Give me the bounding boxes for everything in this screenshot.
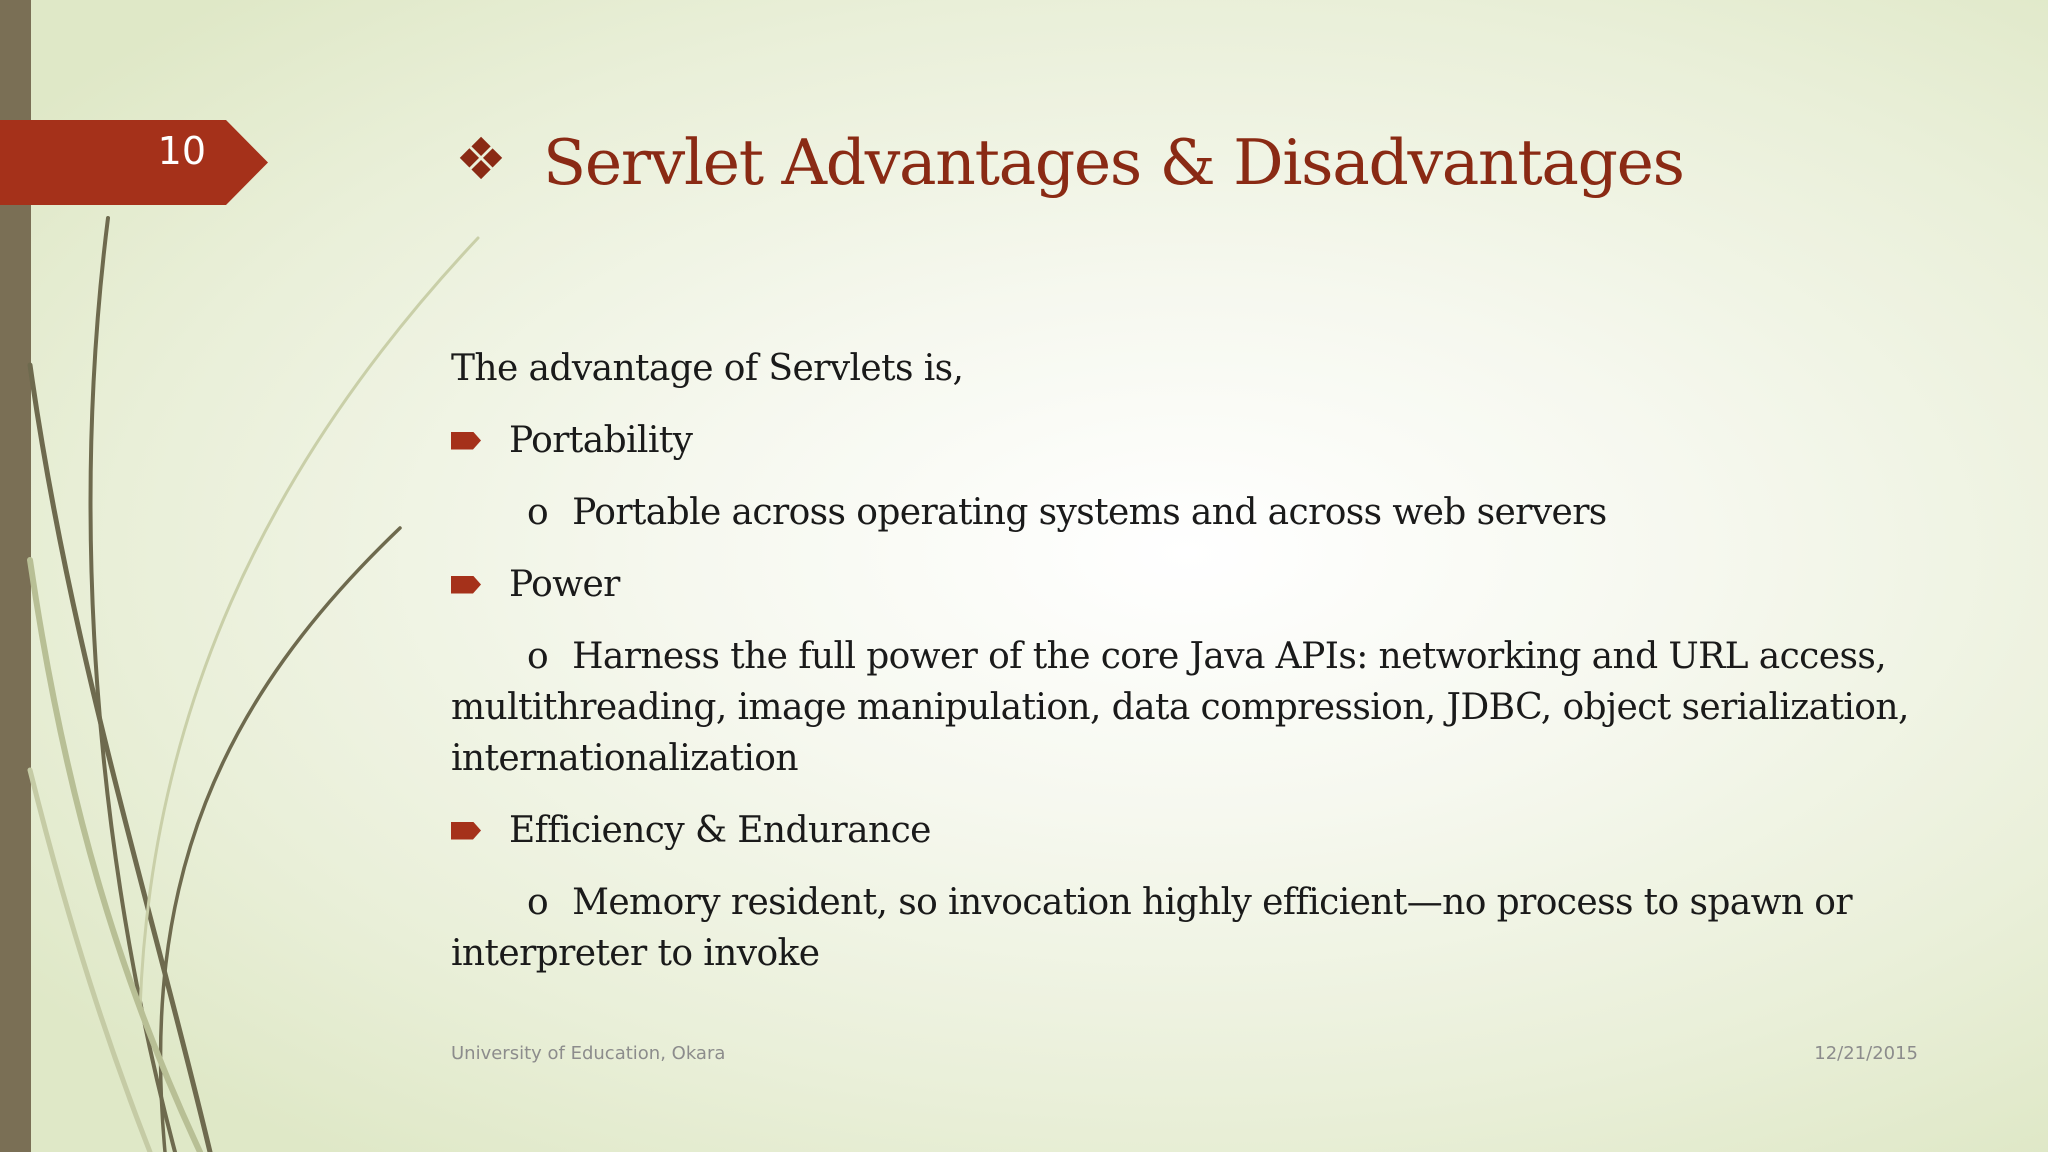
sub-bullet-content: Memory resident, so invocation highly efficient—no process to spawn or interpreter to invoke xyxy=(451,882,1852,974)
bullet-item xyxy=(451,415,1931,466)
footer-institution: University of Education, Okara xyxy=(451,1043,726,1064)
sub-bullet-content: Portable across operating systems and across web servers xyxy=(572,492,1607,533)
sub-bullet-text xyxy=(451,631,1931,784)
sub-bullet-marker: o xyxy=(527,636,549,677)
arrow-bullet-icon xyxy=(451,432,481,450)
arrow-bullet-icon xyxy=(451,822,481,840)
sub-bullet-text xyxy=(451,877,1931,979)
bullet-label: Portability xyxy=(509,420,693,461)
sub-bullet-marker: o xyxy=(527,492,549,533)
sub-bullet-content: Harness the full power of the core Java APIs: networking and URL access, multithreading, image manipulation, data compression, JDBC, object serialization, internationalization xyxy=(451,636,1909,779)
arrow-bullet-icon xyxy=(451,576,481,594)
title-text: Servlet Advantages & Disadvantages xyxy=(543,126,1684,199)
footer-date: 12/21/2015 xyxy=(1814,1043,1918,1064)
bullet-label: Efficiency & Endurance xyxy=(509,810,931,851)
sub-bullet-text xyxy=(451,487,1931,538)
sub-bullet-marker: o xyxy=(527,882,549,923)
slide-body xyxy=(451,343,1931,1000)
intro-text: The advantage of Servlets is, xyxy=(451,348,964,389)
bullet-item xyxy=(451,559,1931,610)
slide-title xyxy=(455,118,1684,208)
slide-number: 10 xyxy=(157,129,206,173)
bullet-label: Power xyxy=(509,564,620,605)
diamond-cluster-icon: ❖ xyxy=(455,125,507,193)
bullet-item xyxy=(451,805,1931,856)
